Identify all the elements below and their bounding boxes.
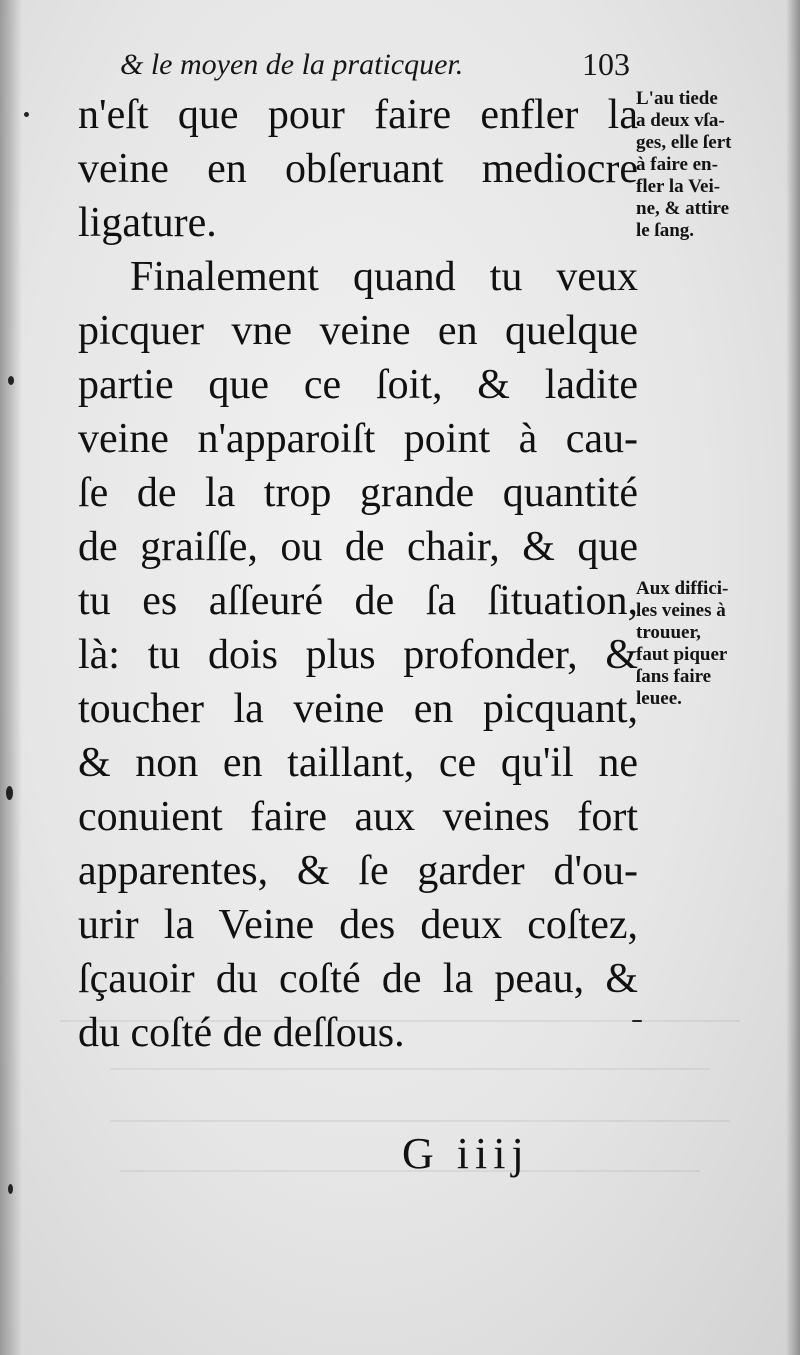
text-line: ſe de la trop grande quantité [78,470,638,516]
margin-note-line: L'au tiede [636,88,718,109]
signature-mark: G iiij [402,1129,530,1178]
text-line: conuient faire aux veines fort [78,794,638,840]
margin-note-line: a deux vſa- [636,110,725,131]
ink-speck [8,376,14,385]
margin-note-line: le ſang. [636,220,695,241]
text-line: là: tu dois plus profonder, & [78,632,638,678]
text-line: Finalement quand tu veux [130,254,638,300]
running-title: & le moyen de la praticquer. [120,48,464,81]
margin-note-line: Aux diffici- [636,578,729,599]
text-line: veine n'apparoiſt point à cau- [78,416,638,462]
margin-note [636,88,731,242]
text-line: n'eſt que pour faire enfler la [78,92,638,138]
text-line: tu es aſſeuré de ſa ſituation, [78,578,638,624]
text-line: apparentes, & ſe garder d'ou- [78,848,638,894]
text-line: du coſté de deſſous. [78,1010,405,1056]
margin-note-line: faut piquer [636,644,728,665]
ink-speck [632,1020,642,1022]
text-line: picquer vne veine en quelque [78,308,638,354]
text-line: ſçauoir du coſté de la peau, & [78,956,638,1002]
ink-speck [6,786,13,800]
text-line: veine en obſeruant mediocre [78,146,638,192]
margin-note-line: leuee. [636,688,682,709]
margin-note-line: ne, & attire [636,198,730,219]
ink-speck [24,112,29,117]
running-header [120,44,630,84]
text-line: & non en taillant, ce qu'il ne [78,740,638,786]
margin-note [636,578,728,710]
margin-note-line: à faire en- [636,154,718,175]
text-line: ligature. [78,200,217,246]
text-line: partie que ce ſoit, & ladite [78,362,638,408]
margin-note-line: les veines à [636,600,726,621]
body-text [78,88,638,1060]
page-number: 103 [582,46,630,82]
text-line: de graiſſe, ou de chair, & que [78,524,638,570]
ink-speck [8,1184,13,1194]
text-line: urir la Veine des deux coſtez, [78,902,638,948]
page-edge-shadow [786,0,800,1355]
text-line: toucher la veine en picquant, [78,686,638,732]
page-gutter-shadow [0,0,22,1355]
margin-note-line: trouuer, [636,622,701,643]
margin-note-line: fler la Vei- [636,176,721,197]
margin-note-line: ges, elle ſert [636,132,732,153]
margin-note-line: ſans faire [636,666,712,687]
